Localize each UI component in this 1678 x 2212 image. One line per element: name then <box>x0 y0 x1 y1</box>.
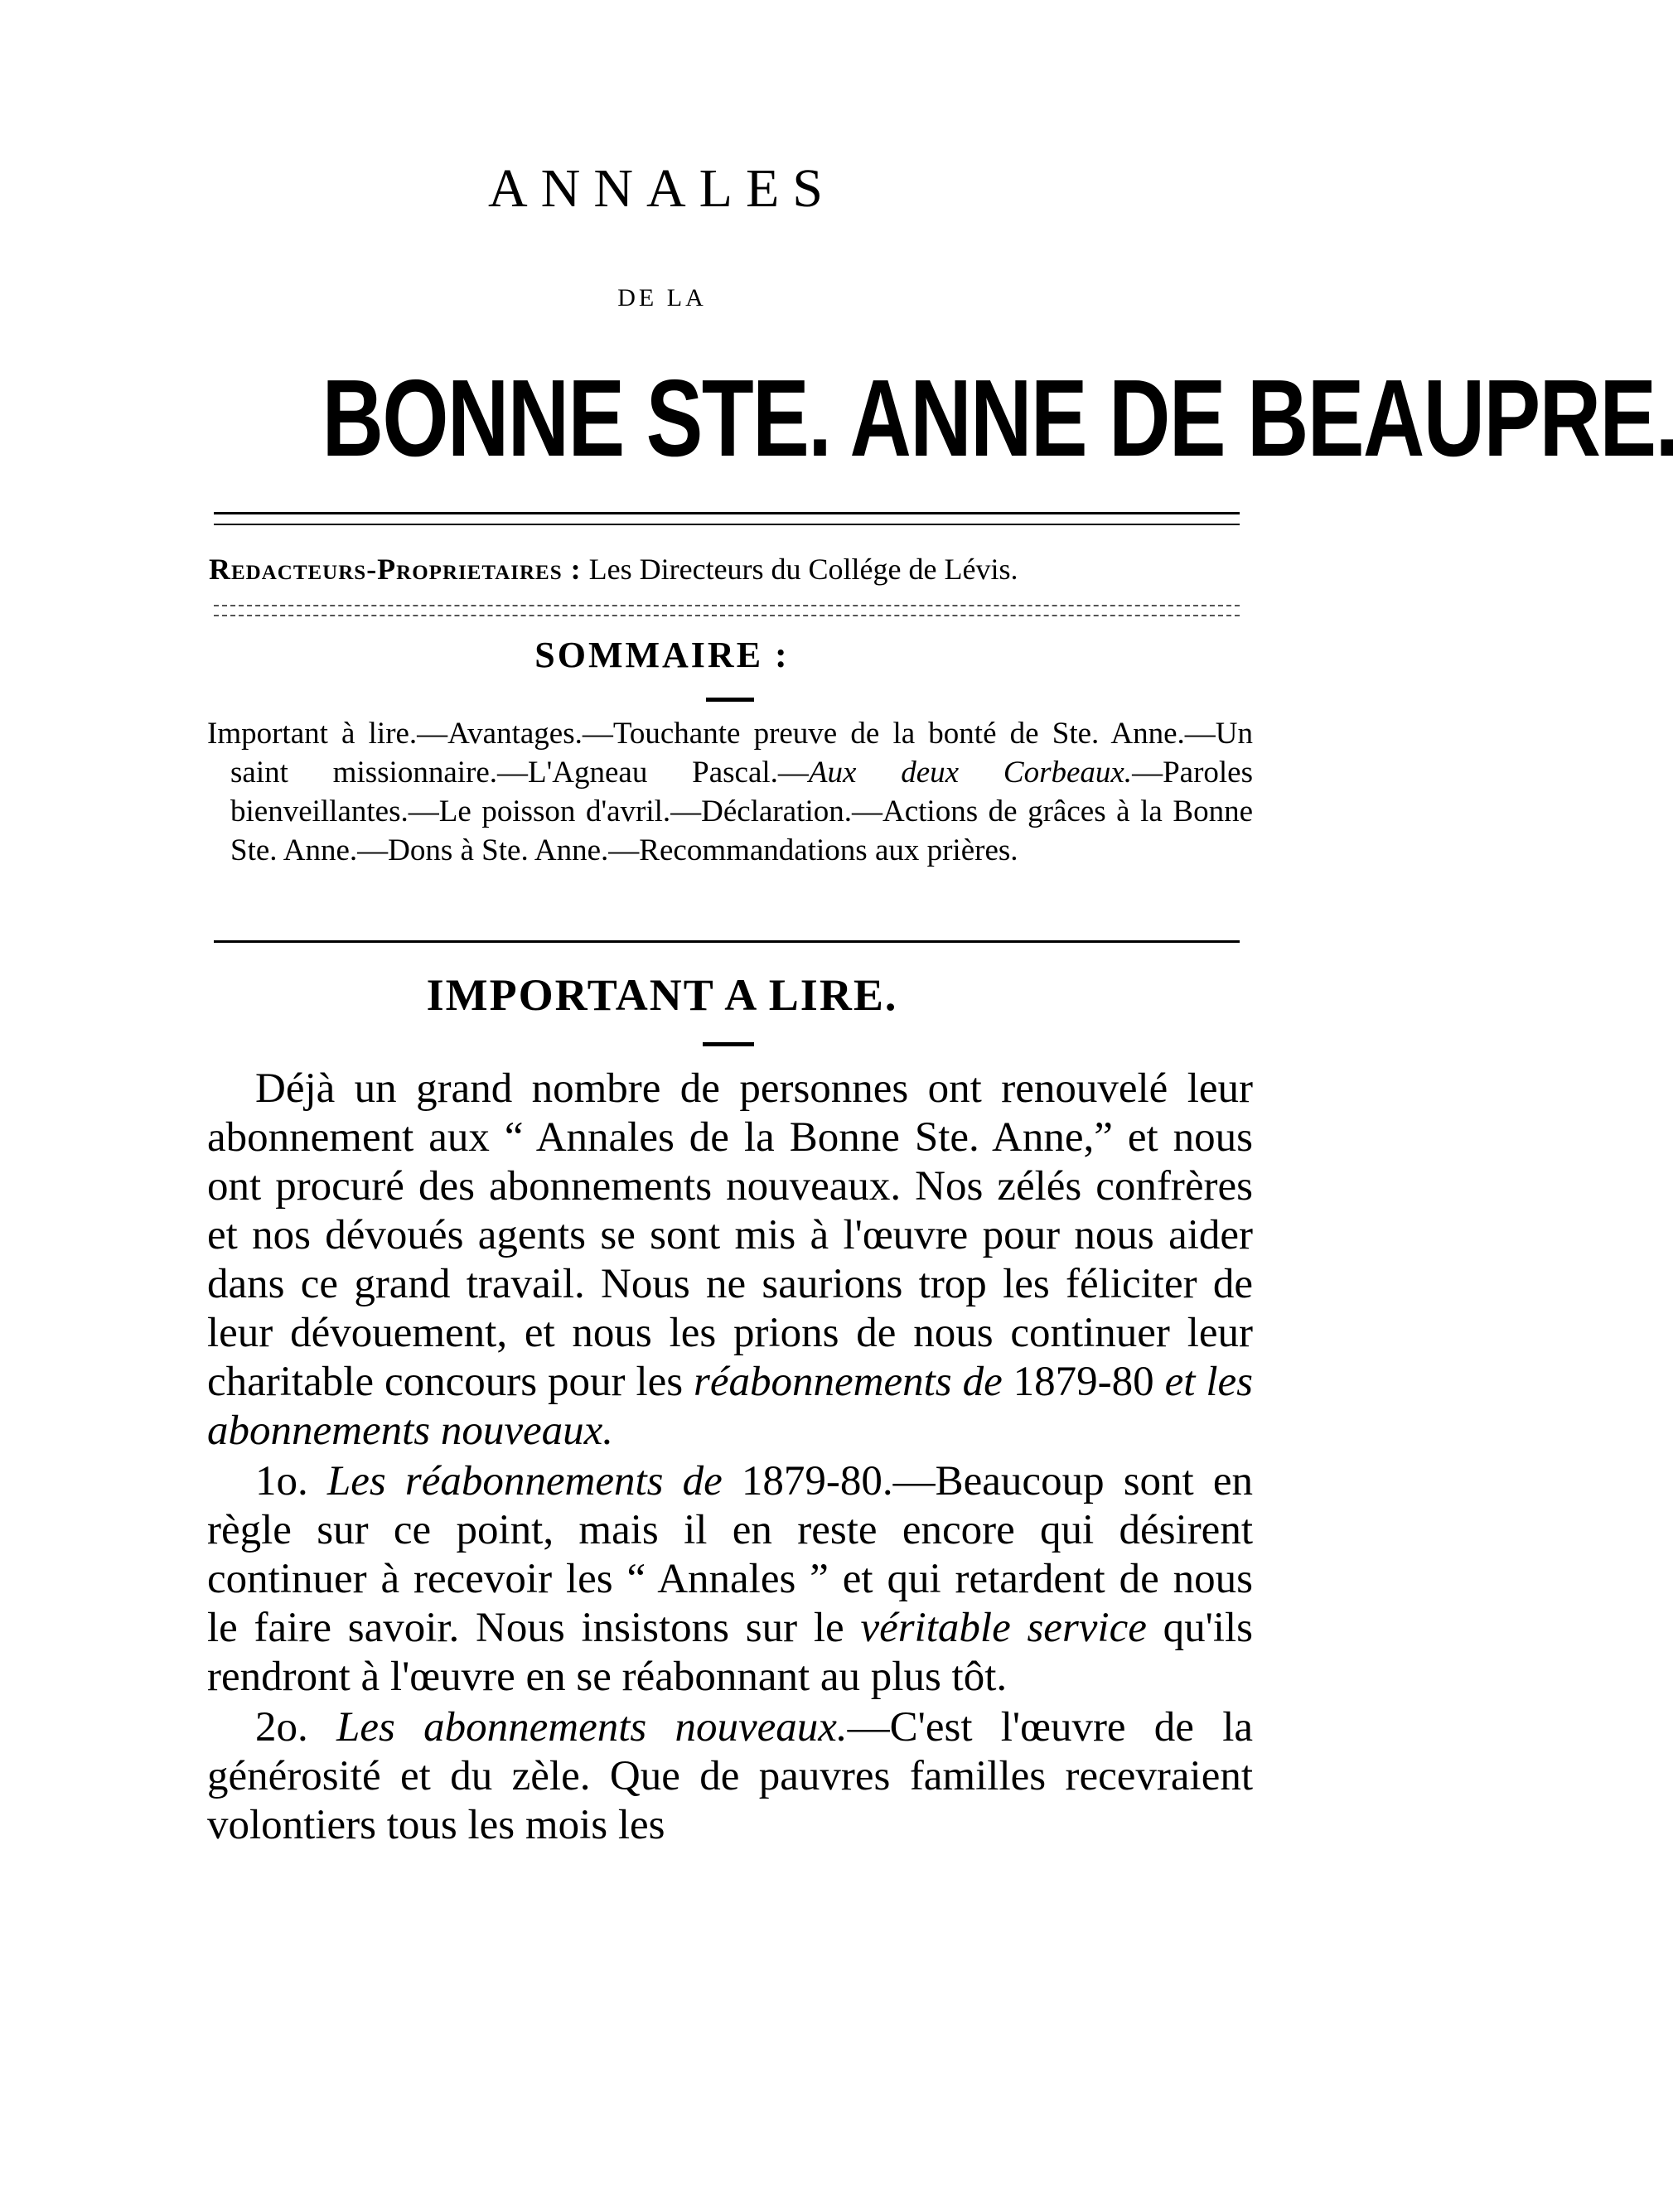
article-paragraph-2 <box>207 1457 1253 1702</box>
sommaire-contents <box>207 714 1253 870</box>
sommaire-heading: SOMMAIRE : <box>534 635 790 675</box>
sommaire-text-part-1: Important à lire.—Avantages.—Touchante preuve de la bonté de Ste. Anne.—Un saint missionnaire.—L'Agneau Pascal.— <box>207 717 1253 790</box>
p2-italic-1: Les réabonnements de <box>326 1458 723 1504</box>
p3-italic: Les abonnements nouveaux. <box>336 1704 848 1751</box>
sommaire-text-part-2: —Paroles bienveillantes.—Le poisson d'avril.—Déclaration.—Actions de grâces à la Bonne Ste. Anne.—Dons à Ste. Anne.—Recommandations aux prières. <box>230 756 1253 867</box>
article-paragraph-3 <box>207 1703 1253 1850</box>
p1-year: 1879-80 <box>1002 1359 1165 1405</box>
header-rule-top <box>214 512 1240 514</box>
sommaire-rule <box>214 940 1240 943</box>
editors-rule-top <box>214 605 1240 606</box>
journal-title-annales: ANNALES <box>488 158 836 219</box>
p2-text-1: 1879-80.—Beaucoup sont en règle sur ce point, mais il en reste encore qui désirent continuer à recevoir les “ Annales ” et qui retardent de nous le faire savoir. Nous insistons sur le <box>207 1458 1253 1651</box>
article-body <box>207 1065 1253 1850</box>
p1-italic-1: réabonnements de <box>694 1359 1003 1405</box>
p3-number: 2o. <box>255 1704 336 1751</box>
p1-text: Déjà un grand nombre de personnes ont renouvelé leur abonnement aux “ Annales de la Bonne Ste. Anne,” et nous ont procuré des abonnements nouveaux. Nos zélés confrères et nos dévoués agents se sont mis à l'œuvre pour nous aider dans ce grand travail. Nous ne saurions trop les féliciter de leur dévouement, et nous les prions de nous continuer leur charitable concours pour les <box>207 1065 1253 1405</box>
article-title-dash <box>703 1042 754 1046</box>
editors-value: Les Directeurs du Collége de Lévis. <box>588 553 1018 586</box>
editors-label: Redacteurs-Proprietaires : <box>209 553 582 586</box>
editors-line <box>209 551 1245 587</box>
article-paragraph-1 <box>207 1065 1253 1456</box>
p1-italic-2: et les abonnements nouveaux. <box>207 1359 1254 1454</box>
sommaire-dash <box>706 698 754 702</box>
sommaire-text-italic: Aux deux Corbeaux. <box>808 756 1133 790</box>
editors-rule-bottom <box>214 615 1240 616</box>
p2-text-2: qu'ils rendront à l'œuvre en se réabonnant au plus tôt. <box>207 1605 1254 1700</box>
journal-title-de-la: DE LA <box>617 284 707 312</box>
p2-italic-2: véritable service <box>860 1605 1147 1651</box>
p3-text: —C'est l'œuvre de la générosité et du zèle. Que de pauvres familles recevraient volontiers tous les mois les <box>207 1704 1253 1848</box>
p2-number: 1o. <box>255 1458 327 1504</box>
header-rule-bottom <box>214 524 1240 525</box>
journal-main-title: BONNE STE. ANNE DE BEAUPRE. <box>322 357 1678 479</box>
article-title: IMPORTANT A LIRE. <box>426 970 898 1020</box>
sommaire-paragraph <box>207 714 1253 870</box>
